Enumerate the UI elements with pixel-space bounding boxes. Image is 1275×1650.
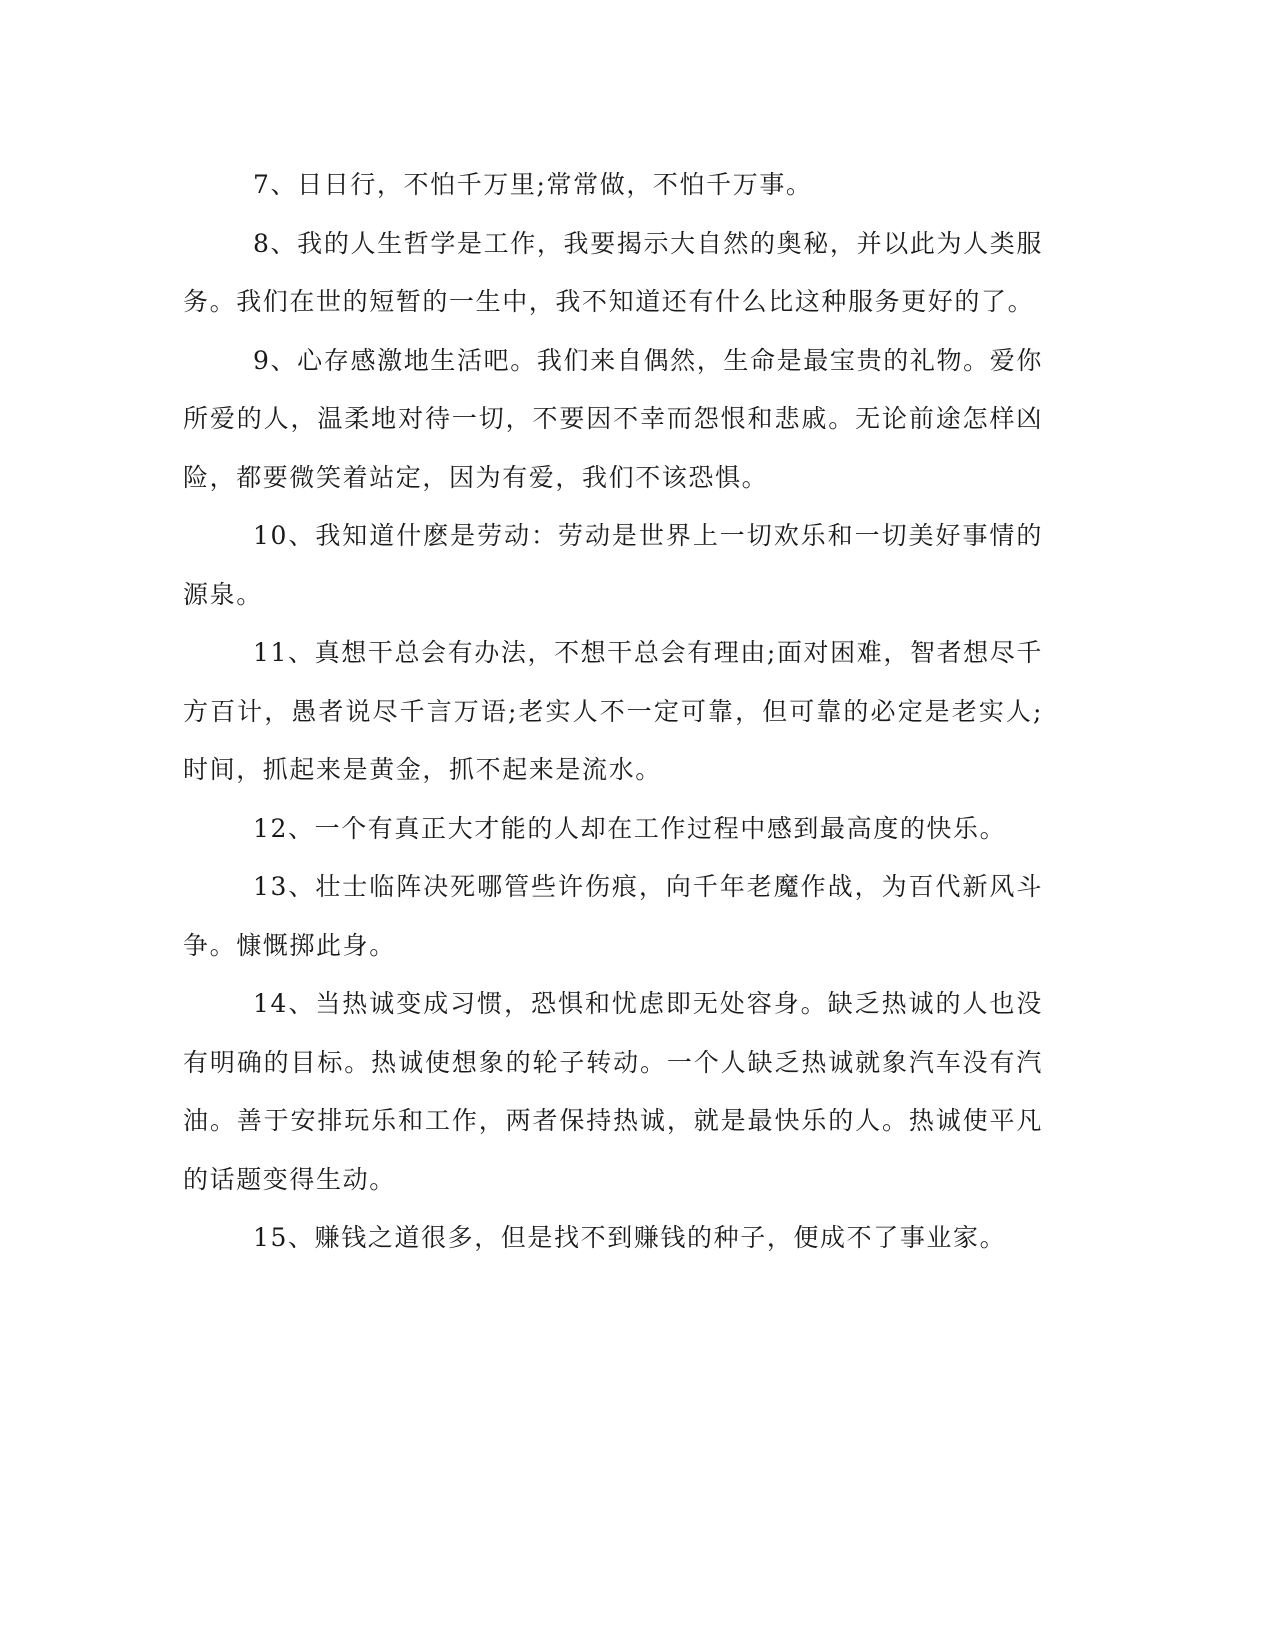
paragraph-9: 9、心存感激地生活吧。我们来自偶然，生命是最宝贵的礼物。爱你所爱的人，温柔地对待一切，不要因不幸而怨恨和悲戚。无论前途怎样凶险，都要微笑着站定，因为有爱，我们不该恐惧。 [183, 345, 1043, 492]
paragraph-15: 15、赚钱之道很多，但是找不到赚钱的种子，便成不了事业家。 [253, 1223, 1007, 1252]
paragraph-11: 11、真想干总会有办法，不想干总会有理由;面对困难，智者想尽千方百计，愚者说尽千言万语;老实人不一定可靠，但可靠的必定是老实人;时间，抓起来是黄金，抓不起来是流水。 [183, 638, 1043, 784]
paragraph-12: 12、一个有真正大才能的人却在工作过程中感到最高度的快乐。 [253, 813, 1007, 843]
paragraph-8: 8、我的人生哲学是工作，我要揭示大自然的奥秘，并以此为人类服务。我们在世的短暂的一生中，我不知道还有什么比这种服务更好的了。 [183, 228, 1043, 316]
document-body [183, 156, 1043, 1268]
paragraph-10: 10、我知道什麽是劳动：劳动是世界上一切欢乐和一切美好事情的源泉。 [183, 521, 1043, 609]
paragraph-13: 13、壮士临阵决死哪管些许伤痕，向千年老魔作战，为百代新风斗争。慷慨掷此身。 [183, 872, 1043, 960]
paragraph-7: 7、日日行，不怕千万里;常常做，不怕千万事。 [253, 170, 813, 199]
paragraph-14: 14、当热诚变成习惯，恐惧和忧虑即无处容身。缺乏热诚的人也没有明确的目标。热诚使想象的轮子转动。一个人缺乏热诚就象汽车没有汽油。善于安排玩乐和工作，两者保持热诚，就是最快乐的人。热诚使平凡的话题变得生动。 [183, 989, 1043, 1194]
